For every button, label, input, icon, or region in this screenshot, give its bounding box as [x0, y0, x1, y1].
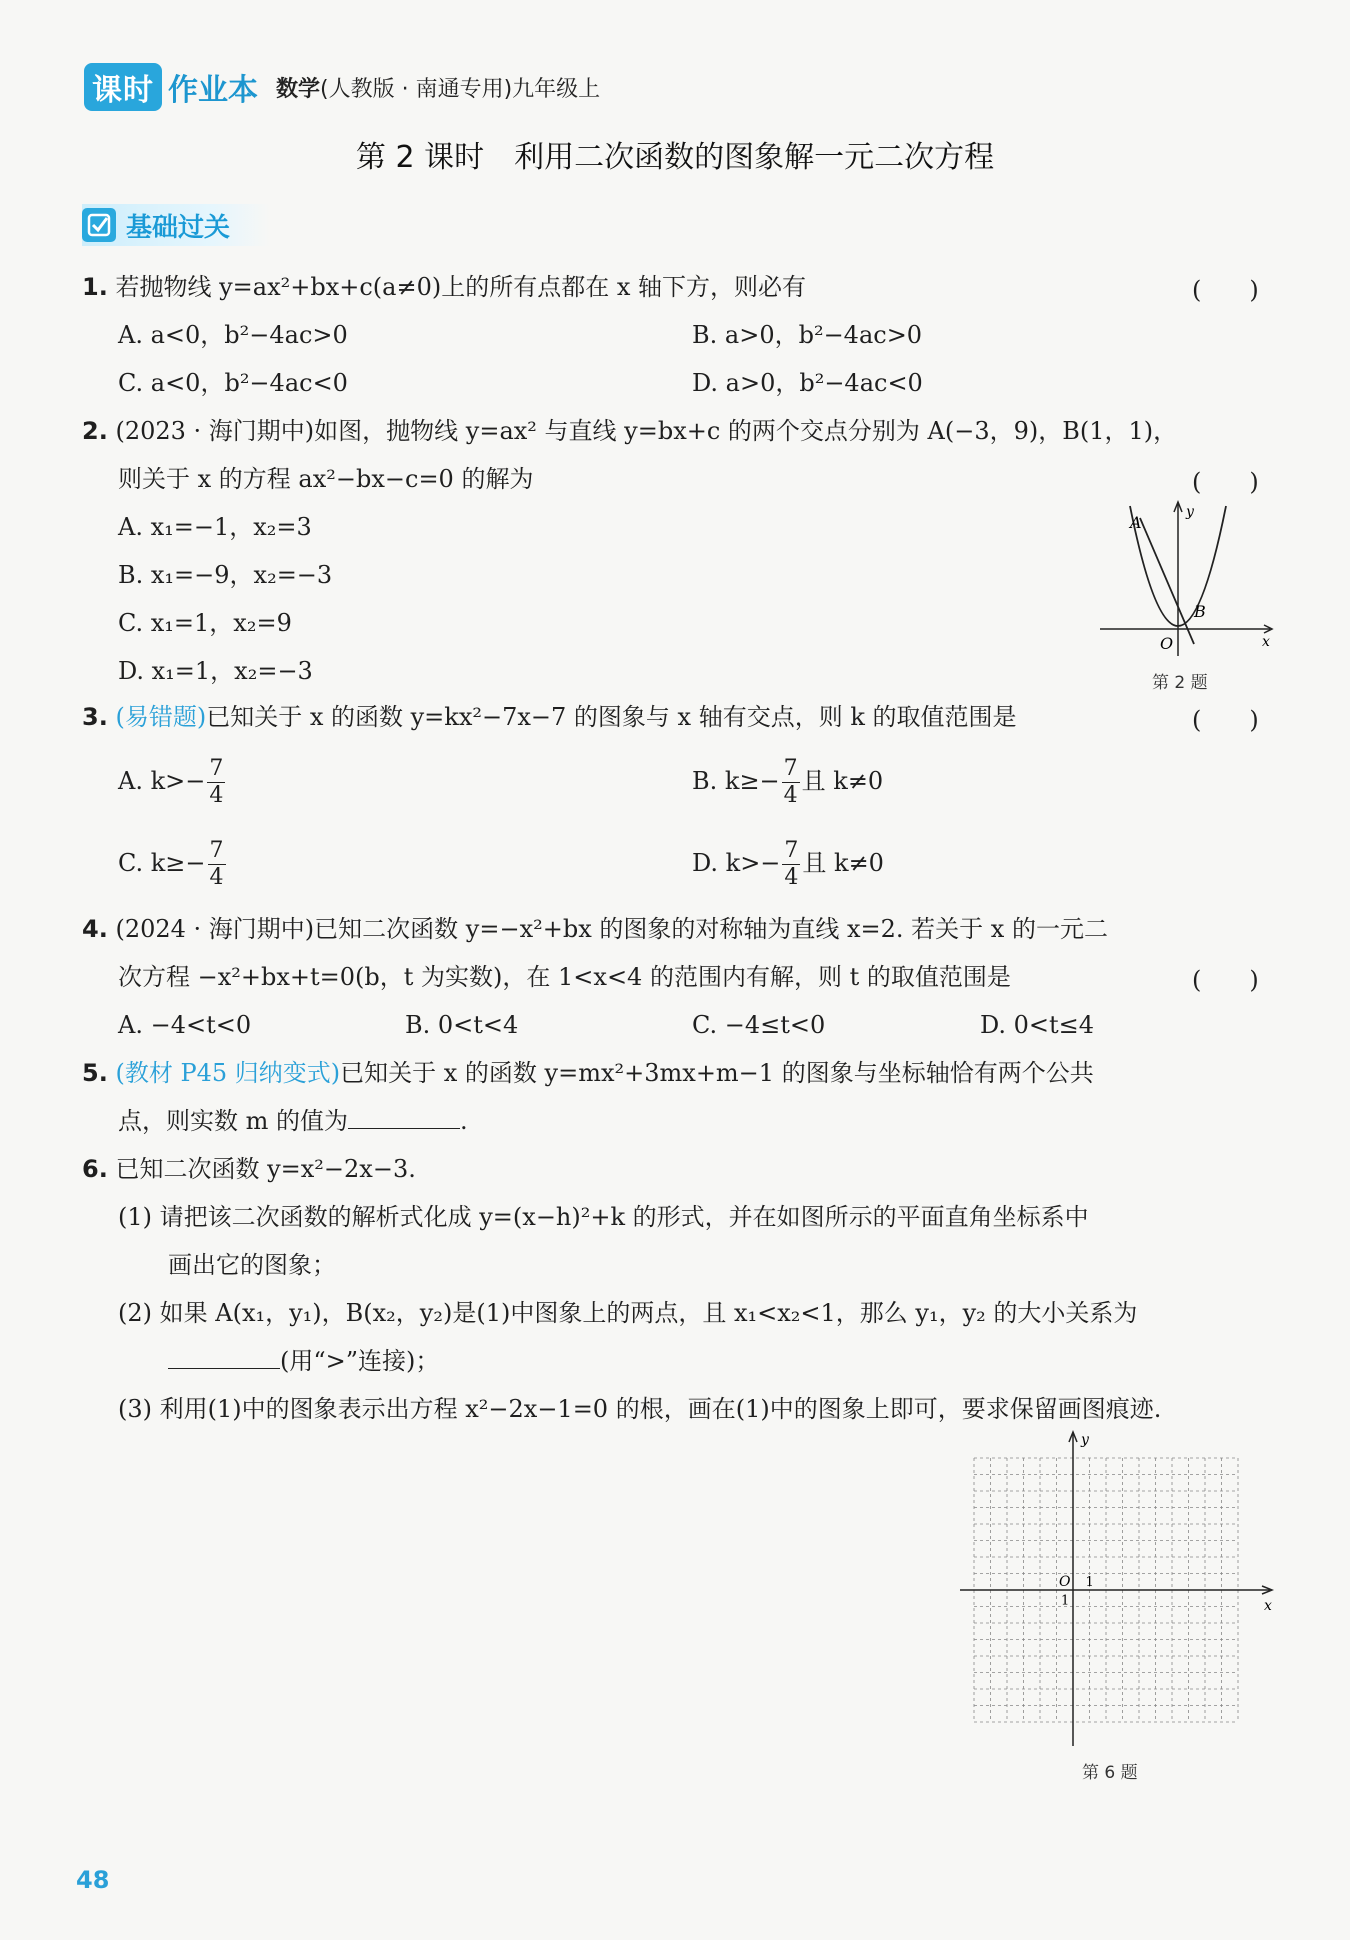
section-label: 基础过关 — [126, 212, 231, 243]
q4-option-d: D. 0<t≤4 — [980, 1011, 1095, 1039]
logo-box: 课时 — [84, 63, 162, 111]
q1-answer-paren: ( ) — [1192, 276, 1259, 304]
grid-tick-label-y1: 1 — [1061, 1593, 1070, 1609]
q2-point-b-label: B — [1194, 602, 1206, 621]
q6-answer-blank[interactable] — [168, 1346, 280, 1369]
header — [84, 62, 600, 112]
checkbox-icon — [82, 208, 116, 242]
q5-stem-line2: 点，则实数 m 的值为 . — [118, 1107, 468, 1135]
logo — [84, 63, 258, 111]
q1-stem: 1. 若抛物线 y=ax²+bx+c(a≠0)上的所有点都在 x 轴下方，则必有 — [82, 273, 806, 301]
q6-part2-line2: (用“>”连接)； — [168, 1344, 439, 1378]
fraction-7-4: $\frac{7}{4}$ — [784, 838, 799, 890]
q2-option-d: D. x₁=1，x₂=−3 — [118, 657, 313, 685]
q6-part1-line2: 画出它的图象； — [168, 1251, 336, 1279]
grid-x-label: x — [1264, 1598, 1272, 1614]
book-subject: 数学 — [276, 76, 321, 102]
q1-option-d: D. a>0，b²−4ac<0 — [692, 369, 923, 397]
section-header — [82, 204, 270, 246]
q2-x-label: x — [1262, 634, 1270, 650]
q6-coordinate-grid — [952, 1428, 1282, 1753]
q3-stem: 3. (易错题)已知关于 x 的函数 y=kx²−7x−7 的图象与 x 轴有交点，则 k 的取值范围是 — [82, 703, 1017, 731]
q4-stem-line1: 4. (2024 · 海门期中)已知二次函数 y=−x²+bx 的图象的对称轴为直线 x=2. 若关于 x 的一元二 — [82, 915, 1108, 943]
q2-stem-line1: 2. (2023 · 海门期中)如图，抛物线 y=ax² 与直线 y=bx+c 的两个交点分别为 A(−3，9)，B(1，1)， — [82, 417, 1178, 445]
q6-figure-caption: 第 6 题 — [1082, 1763, 1138, 1783]
q5-stem-line1: 5. (教材 P45 归纳变式)已知关于 x 的函数 y=mx²+3mx+m−1 的图象与坐标轴恰有两个公共 — [82, 1059, 1094, 1087]
q2-figure — [1090, 496, 1280, 666]
q2-option-c: C. x₁=1，x₂=9 — [118, 609, 292, 637]
page-number: 48 — [76, 1866, 110, 1894]
fraction-7-4: $\frac{7}{4}$ — [209, 756, 224, 808]
grid-tick-label-x1: 1 — [1085, 1575, 1094, 1590]
fraction-7-4: $\frac{7}{4}$ — [209, 838, 224, 890]
q4-option-a: A. −4<t<0 — [118, 1011, 252, 1039]
q3-option-a: A. k>− $\frac{7}{4}$ — [118, 756, 224, 808]
q2-figure-caption: 第 2 题 — [1152, 673, 1208, 693]
q2-point-a-label: A — [1130, 513, 1142, 532]
q2-stem-line2: 则关于 x 的方程 ax²−bx−c=0 的解为 — [118, 465, 534, 493]
grid-origin-label: O — [1059, 1574, 1071, 1590]
q3-option-b: B. k≥− $\frac{7}{4}$ 且 k≠0 — [692, 756, 884, 808]
q5-answer-blank[interactable] — [348, 1106, 460, 1129]
q2-answer-paren: ( ) — [1192, 468, 1259, 496]
q6-part1-line1: (1) 请把该二次函数的解析式化成 y=(x−h)²+k 的形式，并在如图所示的平面直角坐标系中 — [118, 1203, 1089, 1231]
q1-option-b: B. a>0，b²−4ac>0 — [692, 321, 923, 349]
q3-option-d: D. k>− $\frac{7}{4}$ 且 k≠0 — [692, 838, 884, 890]
q6-stem: 6. 已知二次函数 y=x²−2x−3. — [82, 1155, 416, 1183]
q3-answer-paren: ( ) — [1192, 706, 1259, 734]
q1-option-a: A. a<0，b²−4ac>0 — [118, 321, 348, 349]
book-edition: (人教版 · 南通专用)九年级上 — [320, 76, 601, 102]
q2-origin-label: O — [1160, 634, 1174, 653]
book-info — [276, 72, 600, 103]
q6-part3: (3) 利用(1)中的图象表示出方程 x²−2x−1=0 的根，画在(1)中的图象上即可，要求保留画图痕迹. — [118, 1395, 1162, 1423]
grid-y-label: y — [1081, 1432, 1089, 1448]
q4-option-c: C. −4≤t<0 — [692, 1011, 826, 1039]
fraction-7-4: $\frac{7}{4}$ — [783, 756, 798, 808]
q4-option-b: B. 0<t<4 — [405, 1011, 519, 1039]
q3-option-c: C. k≥− $\frac{7}{4}$ — [118, 838, 224, 890]
q4-stem-line2: 次方程 −x²+bx+t=0(b，t 为实数)，在 1<x<4 的范围内有解，则 t 的取值范围是 — [118, 963, 1011, 991]
q2-y-label: y — [1186, 504, 1194, 520]
q2-option-b: B. x₁=−9，x₂=−3 — [118, 561, 333, 589]
logo-text: 作业本 — [168, 73, 258, 108]
q2-option-a: A. x₁=−1，x₂=3 — [118, 513, 312, 541]
q6-part2-line1: (2) 如果 A(x₁，y₁)，B(x₂，y₂)是(1)中图象上的两点，且 x₁<x₂<1，那么 y₁，y₂ 的大小关系为 — [118, 1299, 1138, 1327]
q4-answer-paren: ( ) — [1192, 966, 1259, 994]
lesson-title: 第 2 课时 利用二次函数的图象解一元二次方程 — [355, 140, 995, 175]
q1-option-c: C. a<0，b²−4ac<0 — [118, 369, 348, 397]
